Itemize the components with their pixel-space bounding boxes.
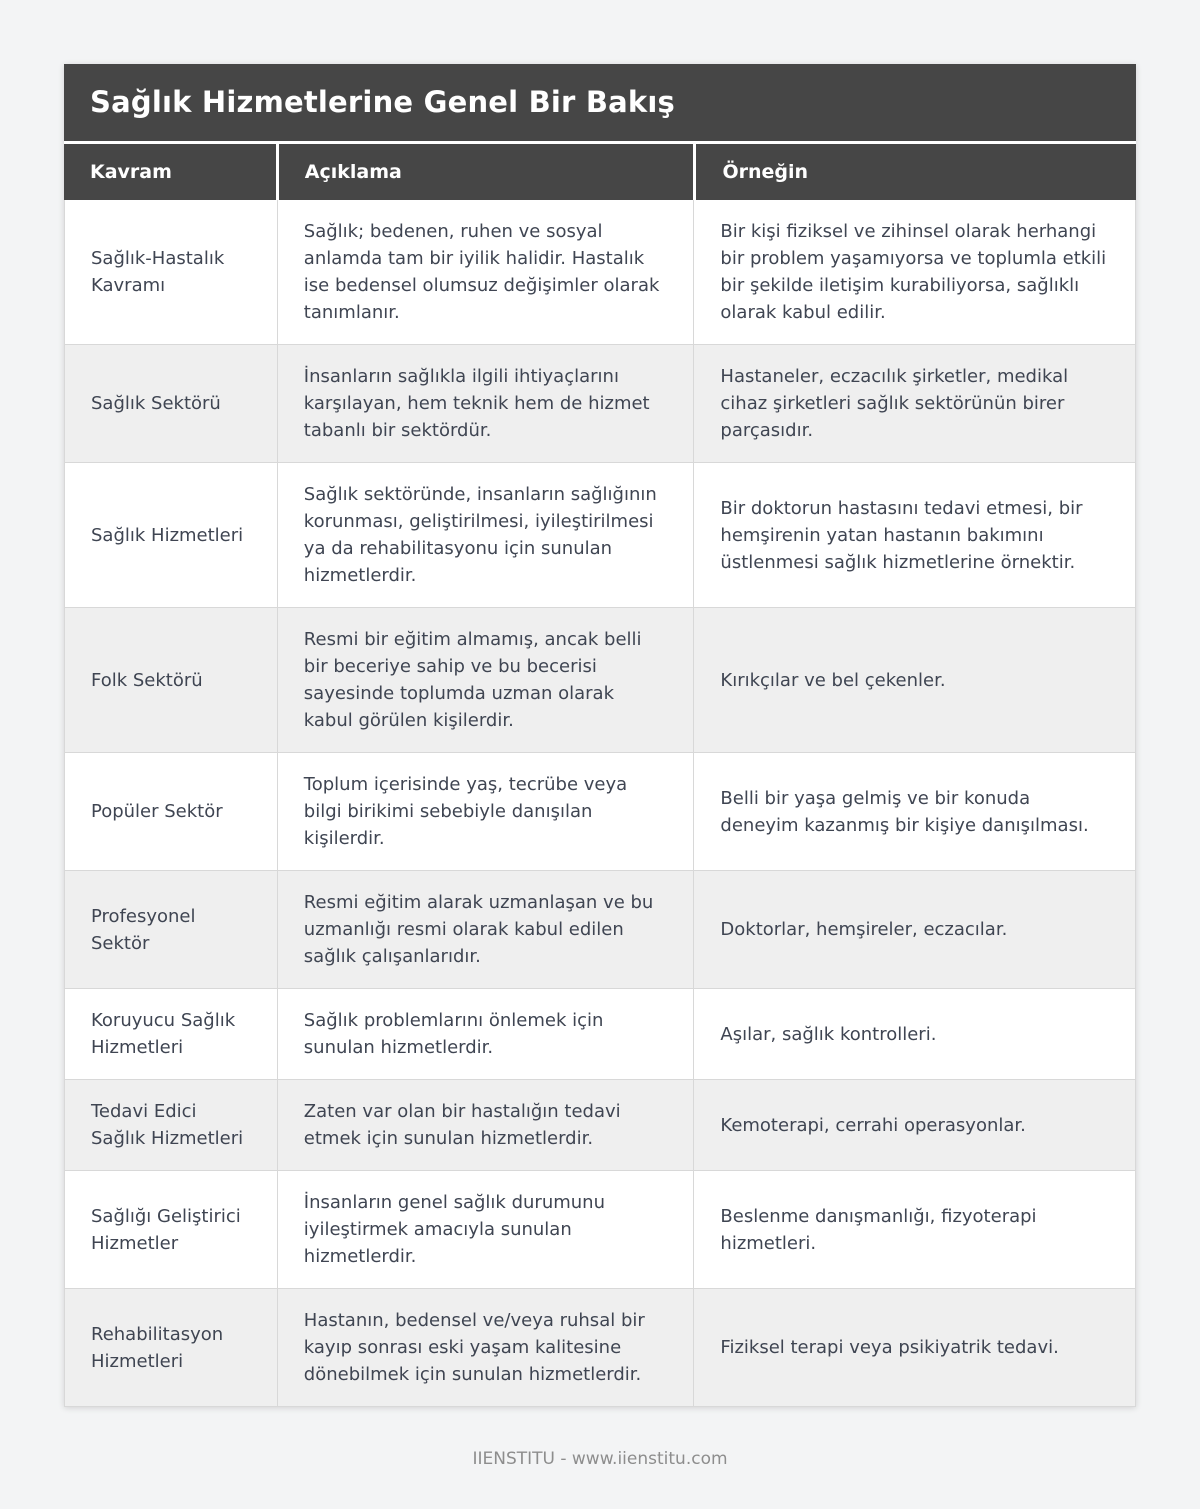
- cell-kavram: Rehabilitasyon Hizmetleri: [65, 1289, 278, 1407]
- cell-ornegin: Fiziksel terapi veya psikiyatrik tedavi.: [694, 1289, 1136, 1407]
- column-header-aciklama: Açıklama: [279, 144, 694, 200]
- table-row: [65, 1080, 1136, 1171]
- table-body: [64, 200, 1136, 1407]
- table-row: [65, 1289, 1136, 1407]
- cell-kavram: Sağlık-Hastalık Kavramı: [65, 200, 278, 345]
- cell-kavram: Sağlık Sektörü: [65, 345, 278, 463]
- cell-aciklama: Resmi eğitim alarak uzmanlaşan ve bu uzmanlığı resmi olarak kabul edilen sağlık çalışanlarıdır.: [278, 871, 695, 989]
- cell-ornegin: Aşılar, sağlık kontrolleri.: [694, 989, 1136, 1080]
- table-row: [65, 1171, 1136, 1289]
- table-row: [65, 989, 1136, 1080]
- cell-kavram: Sağlık Hizmetleri: [65, 463, 278, 608]
- table-row: [65, 753, 1136, 871]
- cell-ornegin: Doktorlar, hemşireler, eczacılar.: [694, 871, 1136, 989]
- cell-aciklama: İnsanların sağlıkla ilgili ihtiyaçlarını karşılayan, hem teknik hem de hizmet tabanlı bir sektördür.: [278, 345, 695, 463]
- table-row: [65, 871, 1136, 989]
- column-header-ornegin: Örneğin: [696, 144, 1136, 200]
- cell-aciklama: Hastanın, bedensel ve/veya ruhsal bir kayıp sonrası eski yaşam kalitesine dönebilmek için sunulan hizmetlerdir.: [278, 1289, 695, 1407]
- table-row: [65, 463, 1136, 608]
- cell-kavram: Profesyonel Sektör: [65, 871, 278, 989]
- cell-ornegin: Belli bir yaşa gelmiş ve bir konuda deneyim kazanmış bir kişiye danışılması.: [694, 753, 1136, 871]
- table-row: [65, 345, 1136, 463]
- health-overview-table: [64, 64, 1136, 1407]
- cell-kavram: Popüler Sektör: [65, 753, 278, 871]
- cell-kavram: Tedavi Edici Sağlık Hizmetleri: [65, 1080, 278, 1171]
- cell-aciklama: Resmi bir eğitim almamış, ancak belli bir beceriye sahip ve bu becerisi sayesinde toplumda uzman olarak kabul görülen kişilerdir.: [278, 608, 695, 753]
- column-header-kavram: Kavram: [64, 144, 276, 200]
- cell-ornegin: Beslenme danışmanlığı, fizyoterapi hizmetleri.: [694, 1171, 1136, 1289]
- cell-aciklama: Toplum içerisinde yaş, tecrübe veya bilgi birikimi sebebiyle danışılan kişilerdir.: [278, 753, 695, 871]
- cell-aciklama: Zaten var olan bir hastalığın tedavi etmek için sunulan hizmetlerdir.: [278, 1080, 695, 1171]
- table-title: Sağlık Hizmetlerine Genel Bir Bakış: [64, 64, 1136, 141]
- cell-kavram: Folk Sektörü: [65, 608, 278, 753]
- cell-ornegin: Kemoterapi, cerrahi operasyonlar.: [694, 1080, 1136, 1171]
- cell-ornegin: Kırıkçılar ve bel çekenler.: [694, 608, 1136, 753]
- cell-ornegin: Hastaneler, eczacılık şirketler, medikal cihaz şirketleri sağlık sektörünün birer parçasıdır.: [694, 345, 1136, 463]
- cell-aciklama: Sağlık; bedenen, ruhen ve sosyal anlamda tam bir iyilik halidir. Hastalık ise bedensel olumsuz değişimler olarak tanımlanır.: [278, 200, 695, 345]
- cell-kavram: Sağlığı Geliştirici Hizmetler: [65, 1171, 278, 1289]
- cell-kavram: Koruyucu Sağlık Hizmetleri: [65, 989, 278, 1080]
- table-row: [65, 608, 1136, 753]
- cell-aciklama: Sağlık sektöründe, insanların sağlığının korunması, geliştirilmesi, iyileştirilmesi ya da rehabilitasyonu için sunulan hizmetlerdir.: [278, 463, 695, 608]
- cell-aciklama: Sağlık problemlarını önlemek için sunulan hizmetlerdir.: [278, 989, 695, 1080]
- table-row: [65, 200, 1136, 345]
- cell-aciklama: İnsanların genel sağlık durumunu iyileştirmek amacıyla sunulan hizmetlerdir.: [278, 1171, 695, 1289]
- table-header-row: [64, 141, 1136, 200]
- cell-ornegin: Bir doktorun hastasını tedavi etmesi, bir hemşirenin yatan hastanın bakımını üstlenmesi sağlık hizmetlerine örnektir.: [694, 463, 1136, 608]
- cell-ornegin: Bir kişi fiziksel ve zihinsel olarak herhangi bir problem yaşamıyorsa ve toplumla etkili bir şekilde iletişim kurabiliyorsa, sağlıklı olarak kabul edilir.: [694, 200, 1136, 345]
- footer-credit: IIENSTITU - www.iienstitu.com: [472, 1449, 728, 1469]
